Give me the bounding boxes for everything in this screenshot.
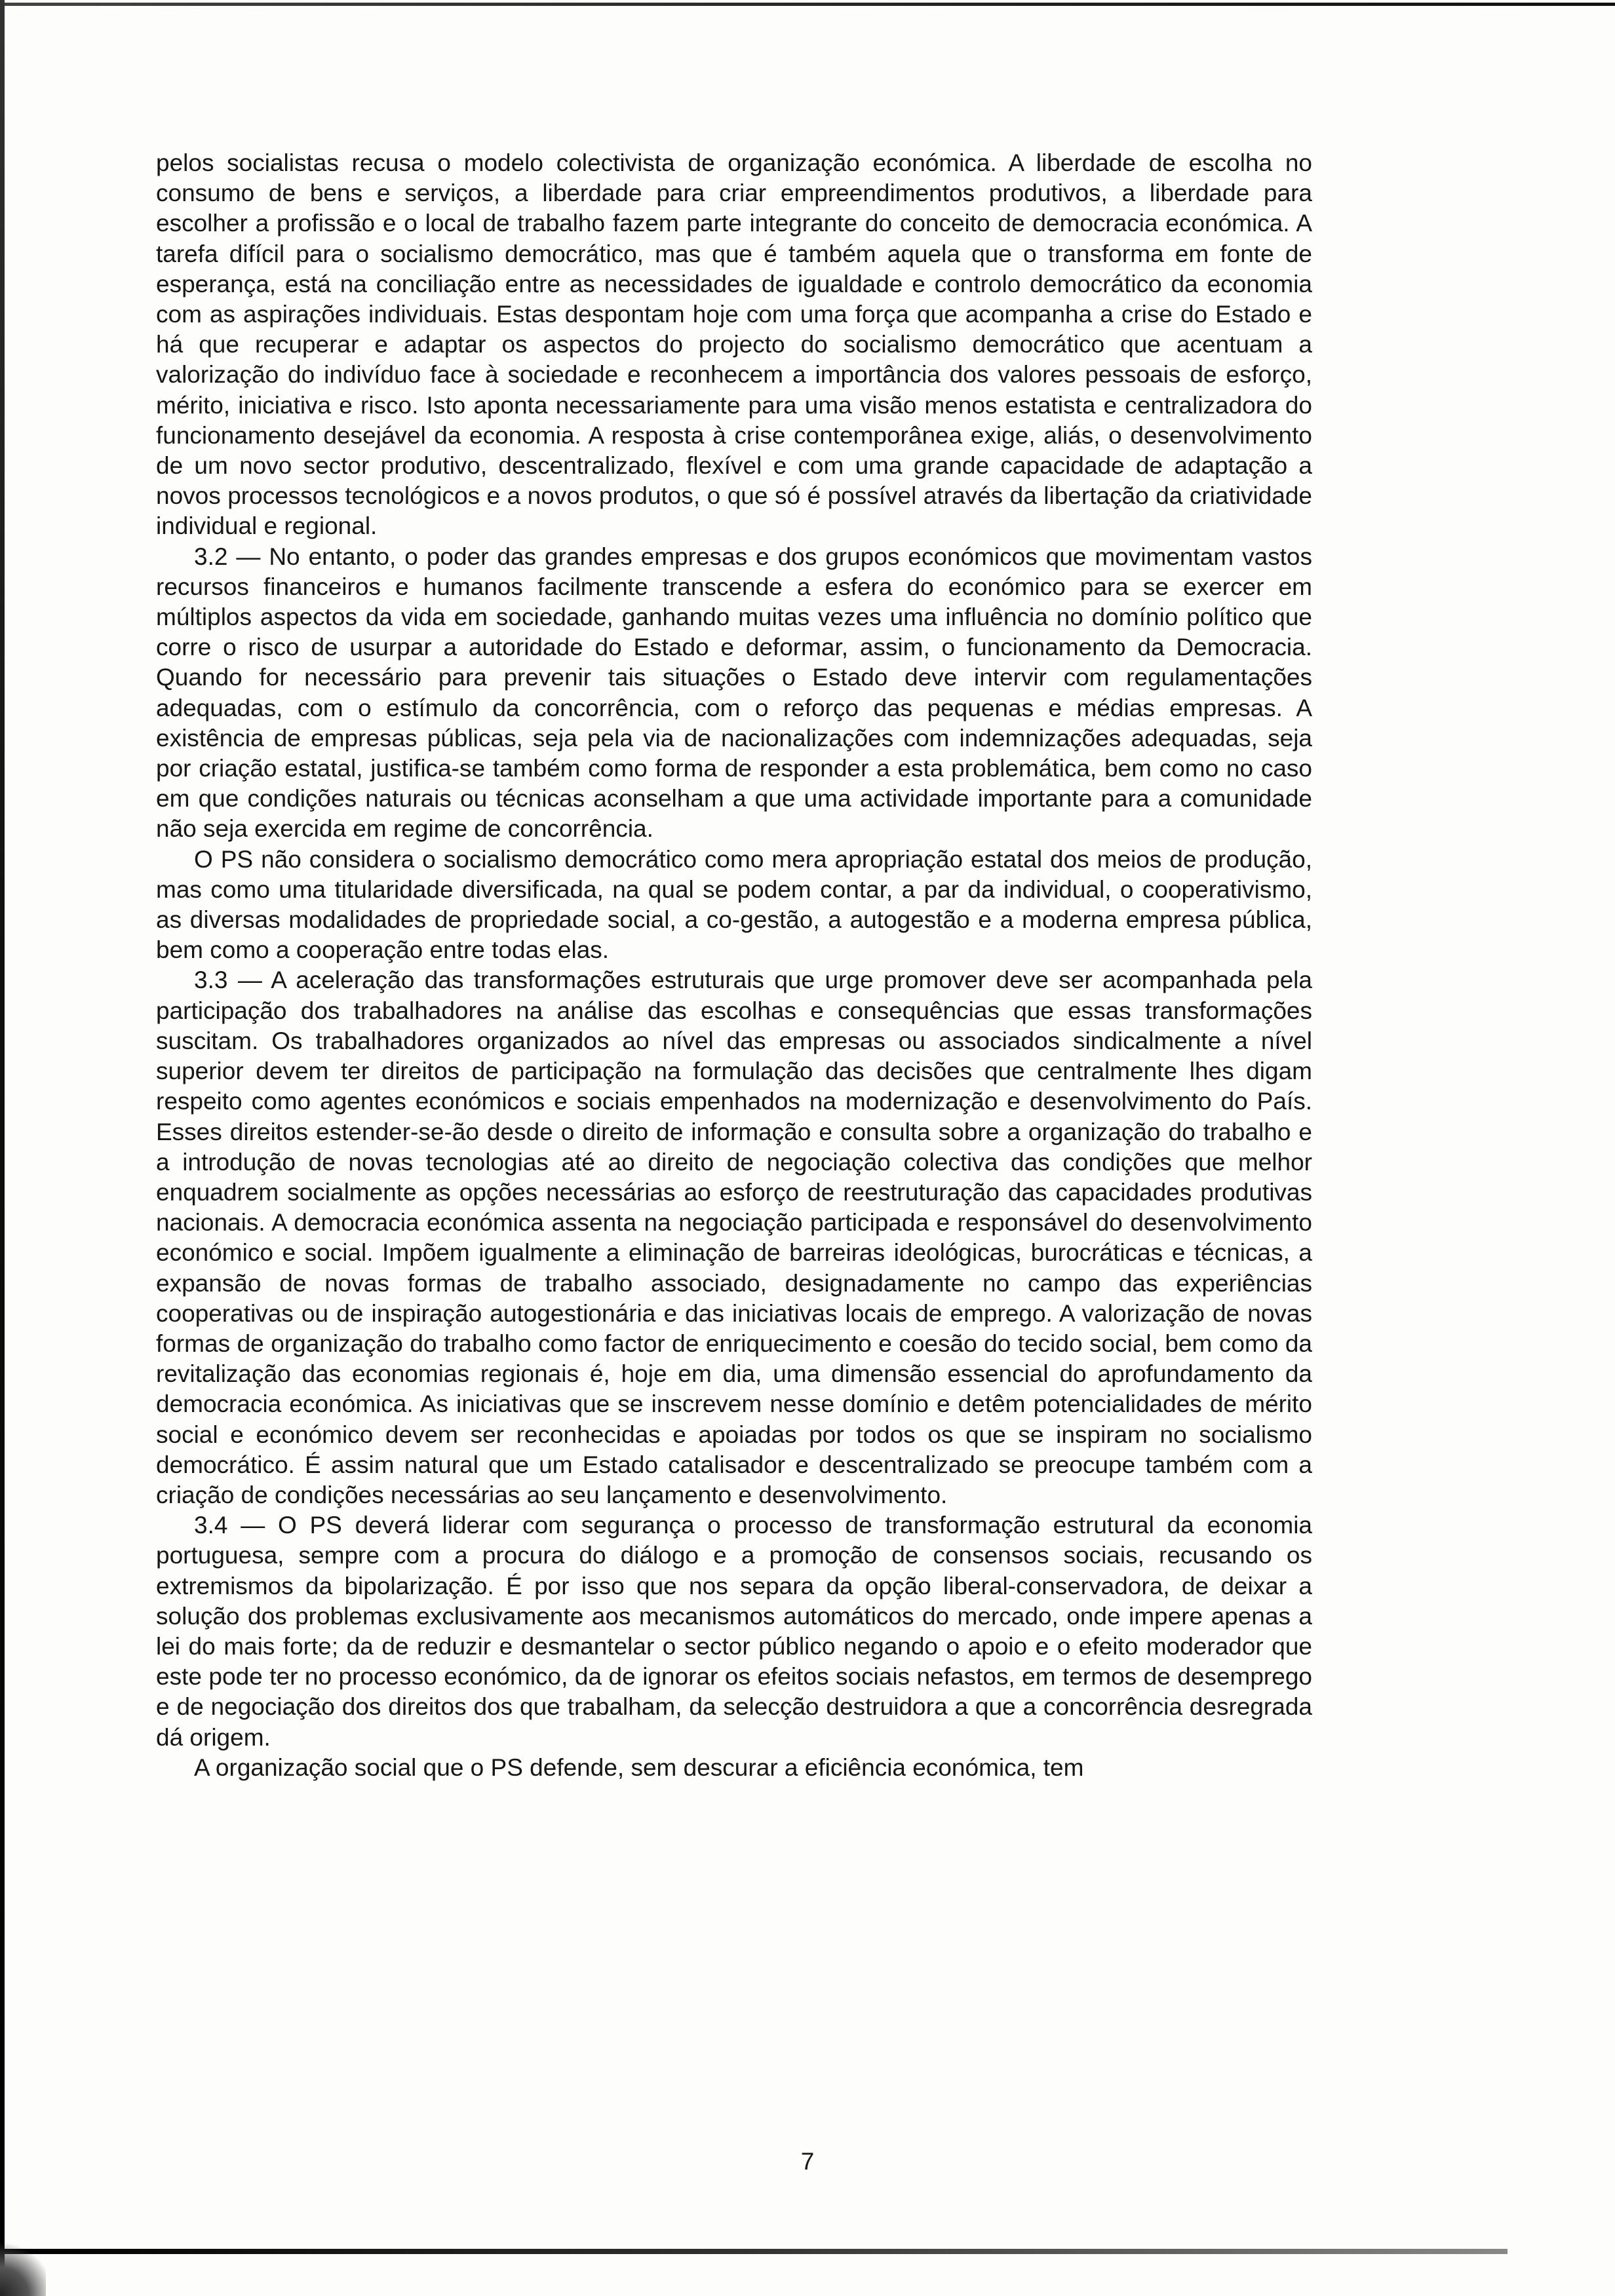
scan-edge-left: [0, 0, 5, 2296]
paragraph-section-3-3: 3.3 — A aceleração das transformações estruturais que urge promover deve ser acompanhada pela participação dos trabalhadores na análise das escolhas e consequências que essas transformações suscitam. Os trabalhadores organizados ao nível das empresas ou associados sindicalmente a nível superior devem ter direitos de participação na formulação das decisões que centralmente lhes digam respeito como agentes económicos e sociais empenhados na modernização e desenvolvimento do País. Esses direitos estender-se-ão desde o direito de informação e consulta sobre a organização do trabalho e a introdução de novas tecnologias até ao direito de negociação colectiva das condições que melhor enquadrem socialmente as opções necessárias ao esforço de reestruturação das capacidades produtivas nacionais. A democracia económica assenta na negociação participada e responsável do desenvolvimento económico e social. Impõem igualmente a eliminação de barreiras ideológicas, burocráticas e técnicas, a expansão de novas formas de trabalho associado, designadamente no campo das experiências cooperativas ou de inspiração autogestionária e das iniciativas locais de emprego. A valorização de novas formas de organização do trabalho como factor de enriquecimento e coesão do tecido social, bem como da revitalização das economias regionais é, hoje em dia, uma dimensão essencial do aprofundamento da democracia económica. As iniciativas que se inscrevem nesse domínio e detêm potencialidades de mérito social e económico devem ser reconhecidas e apoiadas por todos os que se inspiram no socialismo democrático. É assim natural que um Estado catalisador e descentralizado se preocupe também com a criação de condições necessárias ao seu lançamento e desenvolvimento.: [156, 966, 1312, 1508]
body-text: [156, 148, 1312, 1783]
scan-corner-shadow: [0, 2241, 46, 2296]
paragraph: A organização social que o PS defende, sem descurar a eficiência económica, tem: [194, 1753, 1084, 1781]
scan-edge-top: [0, 3, 1615, 6]
page-number: 7: [800, 2148, 815, 2175]
scan-edge-bottom: [0, 2249, 1508, 2254]
paragraph: O PS não considera o socialismo democrático como mera apropriação estatal dos meios de produção, mas como uma titularidade diversificada, na qual se podem contar, a par da individual, o cooperativismo, as diversas modalidades de propriedade social, a co-gestão, a autogestão e a moderna empresa pública, bem como a cooperação entre todas elas.: [156, 845, 1312, 964]
paragraph-section-3-2: 3.2 — No entanto, o poder das grandes empresas e dos grupos económicos que movimentam vastos recursos financeiros e humanos facilmente transcende a esfera do económico para se exercer em múltiplos aspectos da vida em sociedade, ganhando muitas vezes uma influência no domínio político que corre o risco de usurpar a autoridade do Estado e deformar, assim, o funcionamento da Democracia. Quando for necessário para prevenir tais situações o Estado deve intervir com regulamentações adequadas, com o estímulo da concorrência, com o reforço das pequenas e médias empresas. A existência de empresas públicas, seja pela via de nacionalizações com indemnizações adequadas, seja por criação estatal, justifica-se também como forma de responder a esta problemática, bem como no caso em que condições naturais ou técnicas aconselham a que uma actividade importante para a comunidade não seja exercida em regime de concorrência.: [156, 543, 1312, 843]
paragraph: pelos socialistas recusa o modelo colectivista de organização económica. A liberdade de escolha no consumo de bens e serviços, a liberdade para criar empreendimentos produtivos, a liberdade para escolher a profissão e o local de trabalho fazem parte integrante do conceito de democracia económica. A tarefa difícil para o socialismo democrático, mas que é também aquela que o transforma em fonte de esperança, está na conciliação entre as necessidades de igualdade e controlo democrático da economia com as aspirações individuais. Estas despontam hoje com uma força que acompanha a crise do Estado e há que recuperar e adaptar os aspectos do projecto do socialismo democrático que acentuam a valorização do indivíduo face à sociedade e reconhecem a importância dos valores pessoais de esforço, mérito, iniciativa e risco. Isto aponta necessariamente para uma visão menos estatista e centralizadora do funcionamento desejável da economia. A resposta à crise contemporânea exige, aliás, o desenvolvimento de um novo sector produtivo, descentralizado, flexível e com uma grande capacidade de adaptação a novos processos tecnológicos e a novos produtos, o que só é possível através da libertação da criatividade individual e regional.: [156, 149, 1312, 540]
paragraph-section-3-4: 3.4 — O PS deverá liderar com segurança o processo de transformação estrutural da economia portuguesa, sempre com a procura do diálogo e a promoção de consensos sociais, recusando os extremismos da bipolarização. É por isso que nos separa da opção liberal-conservadora, de deixar a solução dos problemas exclusivamente aos mecanismos automáticos do mercado, onde impere apenas a lei do mais forte; da de reduzir e desmantelar o sector público negando o apoio e o efeito moderador que este pode ter no processo económico, da de ignorar os efeitos sociais nefastos, em termos de desemprego e de negociação dos direitos dos que trabalham, da selecção destruidora a que a concorrência desregrada dá origem.: [156, 1512, 1312, 1751]
